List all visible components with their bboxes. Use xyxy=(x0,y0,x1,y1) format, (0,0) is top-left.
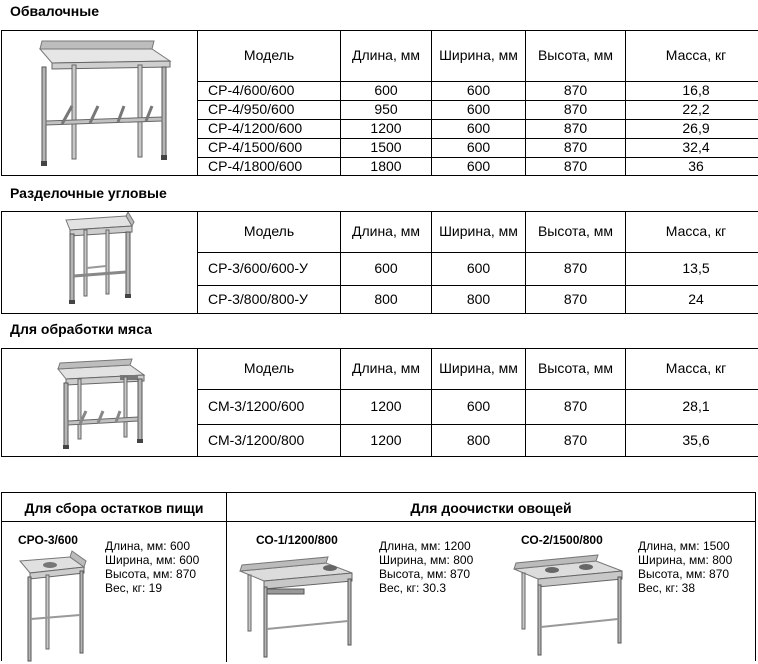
model-cell: СР-3/800/800-У xyxy=(198,285,341,313)
width-cell: 600 xyxy=(432,252,526,285)
meat-table-illustration xyxy=(2,349,198,458)
height-cell: 870 xyxy=(526,157,626,175)
width-cell: 600 xyxy=(432,100,526,119)
model-cell: СР-4/600/600 xyxy=(198,81,341,100)
table-row xyxy=(198,81,758,100)
width-cell: 600 xyxy=(432,389,526,424)
height-cell: 870 xyxy=(526,138,626,157)
model-cell: СР-4/1500/600 xyxy=(198,138,341,157)
width-cell: 600 xyxy=(432,81,526,100)
corner-table-image-cell xyxy=(2,212,198,313)
model-cell: СР-4/950/600 xyxy=(198,100,341,119)
product-code: СРО-3/600 xyxy=(18,533,78,547)
height-cell: 870 xyxy=(526,252,626,285)
header-length: Длина, мм xyxy=(341,212,432,252)
table-row xyxy=(198,157,758,175)
food-waste-title: Для сбора остатков пищи xyxy=(2,500,226,516)
spec-line: Длина, мм: 1200 xyxy=(379,539,473,553)
food-waste-table-illustration xyxy=(10,549,100,664)
spec-line: Высота, мм: 870 xyxy=(638,567,732,581)
table-row xyxy=(198,119,758,138)
spec-line: Вес, кг: 38 xyxy=(638,581,732,595)
vegetable-cleaning-title: Для доочистки овощей xyxy=(227,500,755,516)
boning-spec-table xyxy=(198,31,758,175)
corner-table-illustration xyxy=(2,212,198,315)
width-cell: 600 xyxy=(432,157,526,175)
table-row xyxy=(198,252,758,285)
model-cell: СМ-3/1200/600 xyxy=(198,389,341,424)
height-cell: 870 xyxy=(526,119,626,138)
mass-cell: 28,1 xyxy=(626,389,758,424)
spec-line: Длина, мм: 1500 xyxy=(638,539,732,553)
meat-table-image-cell xyxy=(2,349,198,456)
spec-line: Вес, кг: 19 xyxy=(105,581,199,595)
column-divider xyxy=(226,493,227,662)
header-mass: Масса, кг xyxy=(626,212,758,252)
header-height: Высота, мм xyxy=(526,212,626,252)
product-specs xyxy=(638,539,732,595)
width-cell: 600 xyxy=(432,138,526,157)
mass-cell: 36 xyxy=(626,157,758,175)
model-cell: СР-4/1200/600 xyxy=(198,119,341,138)
product-code: СО-2/1500/800 xyxy=(521,533,603,547)
header-height: Высота, мм xyxy=(526,349,626,389)
table-row xyxy=(198,389,758,424)
spec-line: Ширина, мм: 600 xyxy=(105,553,199,567)
mass-cell: 26,9 xyxy=(626,119,758,138)
length-cell: 1200 xyxy=(341,119,432,138)
spec-line: Высота, мм: 870 xyxy=(379,567,473,581)
header-width: Ширина, мм xyxy=(432,212,526,252)
mass-cell: 22,2 xyxy=(626,100,758,119)
section-title-corner-cutting: Разделочные угловые xyxy=(10,185,167,201)
header-model: Модель xyxy=(198,349,341,389)
width-cell: 600 xyxy=(432,119,526,138)
height-cell: 870 xyxy=(526,100,626,119)
product-specs xyxy=(379,539,473,595)
header-divider xyxy=(2,521,755,522)
header-mass: Масса, кг xyxy=(626,31,758,81)
length-cell: 1200 xyxy=(341,424,432,456)
corner-spec-table xyxy=(198,212,758,313)
product-code: СО-1/1200/800 xyxy=(256,533,338,547)
spec-line: Длина, мм: 600 xyxy=(105,539,199,553)
boning-table-illustration xyxy=(2,31,198,177)
section-title-meat-processing: Для обработки мяса xyxy=(10,321,152,337)
height-cell: 870 xyxy=(526,285,626,313)
header-model: Модель xyxy=(198,212,341,252)
spec-line: Высота, мм: 870 xyxy=(105,567,199,581)
height-cell: 870 xyxy=(526,389,626,424)
product-specs xyxy=(105,539,199,595)
header-length: Длина, мм xyxy=(341,349,432,389)
header-model: Модель xyxy=(198,31,341,81)
vegetable-table-1-illustration xyxy=(234,551,364,661)
model-cell: СР-3/600/600-У xyxy=(198,252,341,285)
header-length: Длина, мм xyxy=(341,31,432,81)
mass-cell: 35,6 xyxy=(626,424,758,456)
mass-cell: 24 xyxy=(626,285,758,313)
length-cell: 600 xyxy=(341,252,432,285)
height-cell: 870 xyxy=(526,424,626,456)
vegetable-table-2-illustration xyxy=(510,551,630,661)
corner-tables-block xyxy=(1,211,758,314)
header-mass: Масса, кг xyxy=(626,349,758,389)
width-cell: 800 xyxy=(432,285,526,313)
spec-line: Вес, кг: 30.3 xyxy=(379,581,473,595)
model-cell: СМ-3/1200/800 xyxy=(198,424,341,456)
length-cell: 1500 xyxy=(341,138,432,157)
meat-tables-block xyxy=(1,348,758,457)
height-cell: 870 xyxy=(526,81,626,100)
length-cell: 1200 xyxy=(341,389,432,424)
boning-tables-block xyxy=(1,30,758,176)
length-cell: 600 xyxy=(341,81,432,100)
bottom-products-block xyxy=(1,492,756,661)
section-title-boning: Обвалочные xyxy=(10,3,99,19)
table-row xyxy=(198,138,758,157)
spec-line: Ширина, мм: 800 xyxy=(638,553,732,567)
model-cell: СР-4/1800/600 xyxy=(198,157,341,175)
spec-line: Ширина, мм: 800 xyxy=(379,553,473,567)
table-row xyxy=(198,100,758,119)
boning-table-image-cell xyxy=(2,31,198,175)
header-width: Ширина, мм xyxy=(432,349,526,389)
length-cell: 800 xyxy=(341,285,432,313)
table-row xyxy=(198,285,758,313)
width-cell: 800 xyxy=(432,424,526,456)
mass-cell: 16,8 xyxy=(626,81,758,100)
mass-cell: 32,4 xyxy=(626,138,758,157)
mass-cell: 13,5 xyxy=(626,252,758,285)
table-row xyxy=(198,424,758,456)
header-width: Ширина, мм xyxy=(432,31,526,81)
header-height: Высота, мм xyxy=(526,31,626,81)
length-cell: 950 xyxy=(341,100,432,119)
length-cell: 1800 xyxy=(341,157,432,175)
meat-spec-table xyxy=(198,349,758,456)
